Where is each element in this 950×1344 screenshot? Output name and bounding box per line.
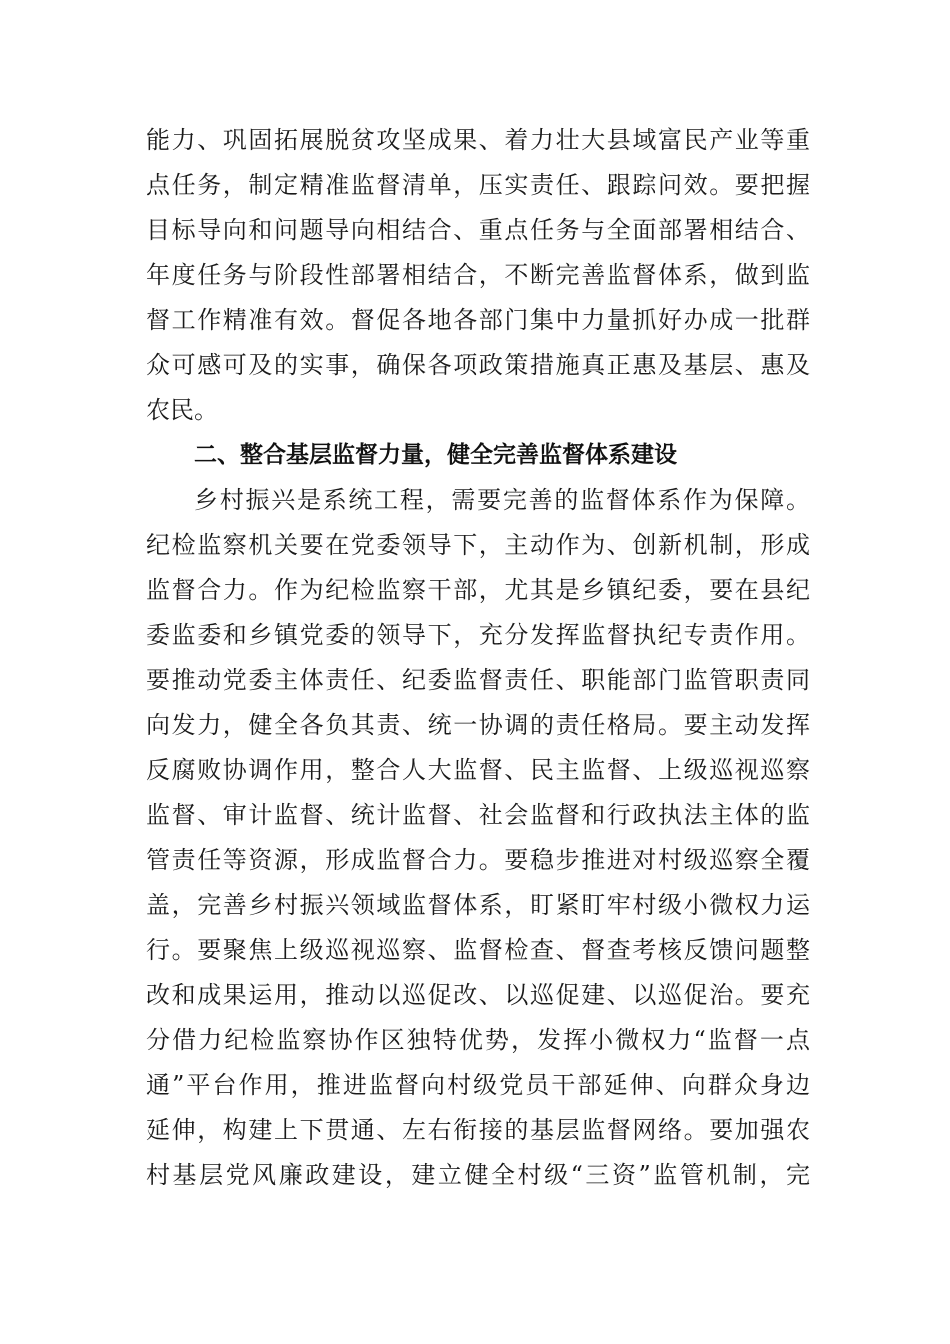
paragraph-1-line: 点任务，制定精准监督清单，压实责任、跟踪问效。要把握 [146, 171, 810, 199]
paragraph-2-line: 委监委和乡镇党委的领导下，充分发挥监督执纪专责作用。 [146, 621, 810, 649]
paragraph-2-line: 通”平台作用，推进监督向村级党员干部延伸、向群众身边 [146, 1071, 810, 1099]
section-heading: 二、整合基层监督力量，健全完善监督体系建设 [194, 442, 677, 468]
document-body [146, 118, 810, 1198]
paragraph-2-line: 盖，完善乡村振兴领域监督体系，盯紧盯牢村级小微权力运 [146, 891, 810, 919]
paragraph-2-line: 延伸，构建上下贯通、左右衔接的基层监督网络。要加强农 [146, 1116, 810, 1144]
paragraph-1-line: 督工作精准有效。督促各地各部门集中力量抓好办成一批群 [146, 306, 810, 334]
paragraph-2-line: 乡村振兴是系统工程，需要完善的监督体系作为保障。 [194, 486, 810, 514]
paragraph-2-line: 改和成果运用，推动以巡促改、以巡促建、以巡促治。要充 [146, 981, 810, 1009]
paragraph-1-line: 众可感可及的实事，确保各项政策措施真正惠及基层、惠及 [146, 351, 810, 379]
paragraph-2-line: 管责任等资源，形成监督合力。要稳步推进对村级巡察全覆 [146, 846, 810, 874]
paragraph-2-line: 行。要聚焦上级巡视巡察、监督检查、督查考核反馈问题整 [146, 936, 810, 964]
paragraph-1-line: 目标导向和问题导向相结合、重点任务与全面部署相结合、 [146, 216, 810, 244]
paragraph-2-line: 纪检监察机关要在党委领导下，主动作为、创新机制，形成 [146, 531, 810, 559]
paragraph-2-line: 分借力纪检监察协作区独特优势，发挥小微权力“监督一点 [146, 1026, 810, 1054]
paragraph-2-line: 监督、审计监督、统计监督、社会监督和行政执法主体的监 [146, 801, 810, 829]
paragraph-2-line: 反腐败协调作用，整合人大监督、民主监督、上级巡视巡察 [146, 756, 810, 784]
paragraph-1-line: 农民。 [146, 396, 218, 424]
paragraph-2-line: 监督合力。作为纪检监察干部，尤其是乡镇纪委，要在县纪 [146, 576, 810, 604]
paragraph-1-line: 年度任务与阶段性部署相结合，不断完善监督体系，做到监 [146, 261, 810, 289]
paragraph-1-line: 能力、巩固拓展脱贫攻坚成果、着力壮大县域富民产业等重 [146, 126, 810, 154]
paragraph-2-line: 村基层党风廉政建设，建立健全村级“三资”监管机制，完 [146, 1161, 810, 1189]
paragraph-2-line: 要推动党委主体责任、纪委监督责任、职能部门监管职责同 [146, 666, 810, 694]
paragraph-2-line: 向发力，健全各负其责、统一协调的责任格局。要主动发挥 [146, 711, 810, 739]
